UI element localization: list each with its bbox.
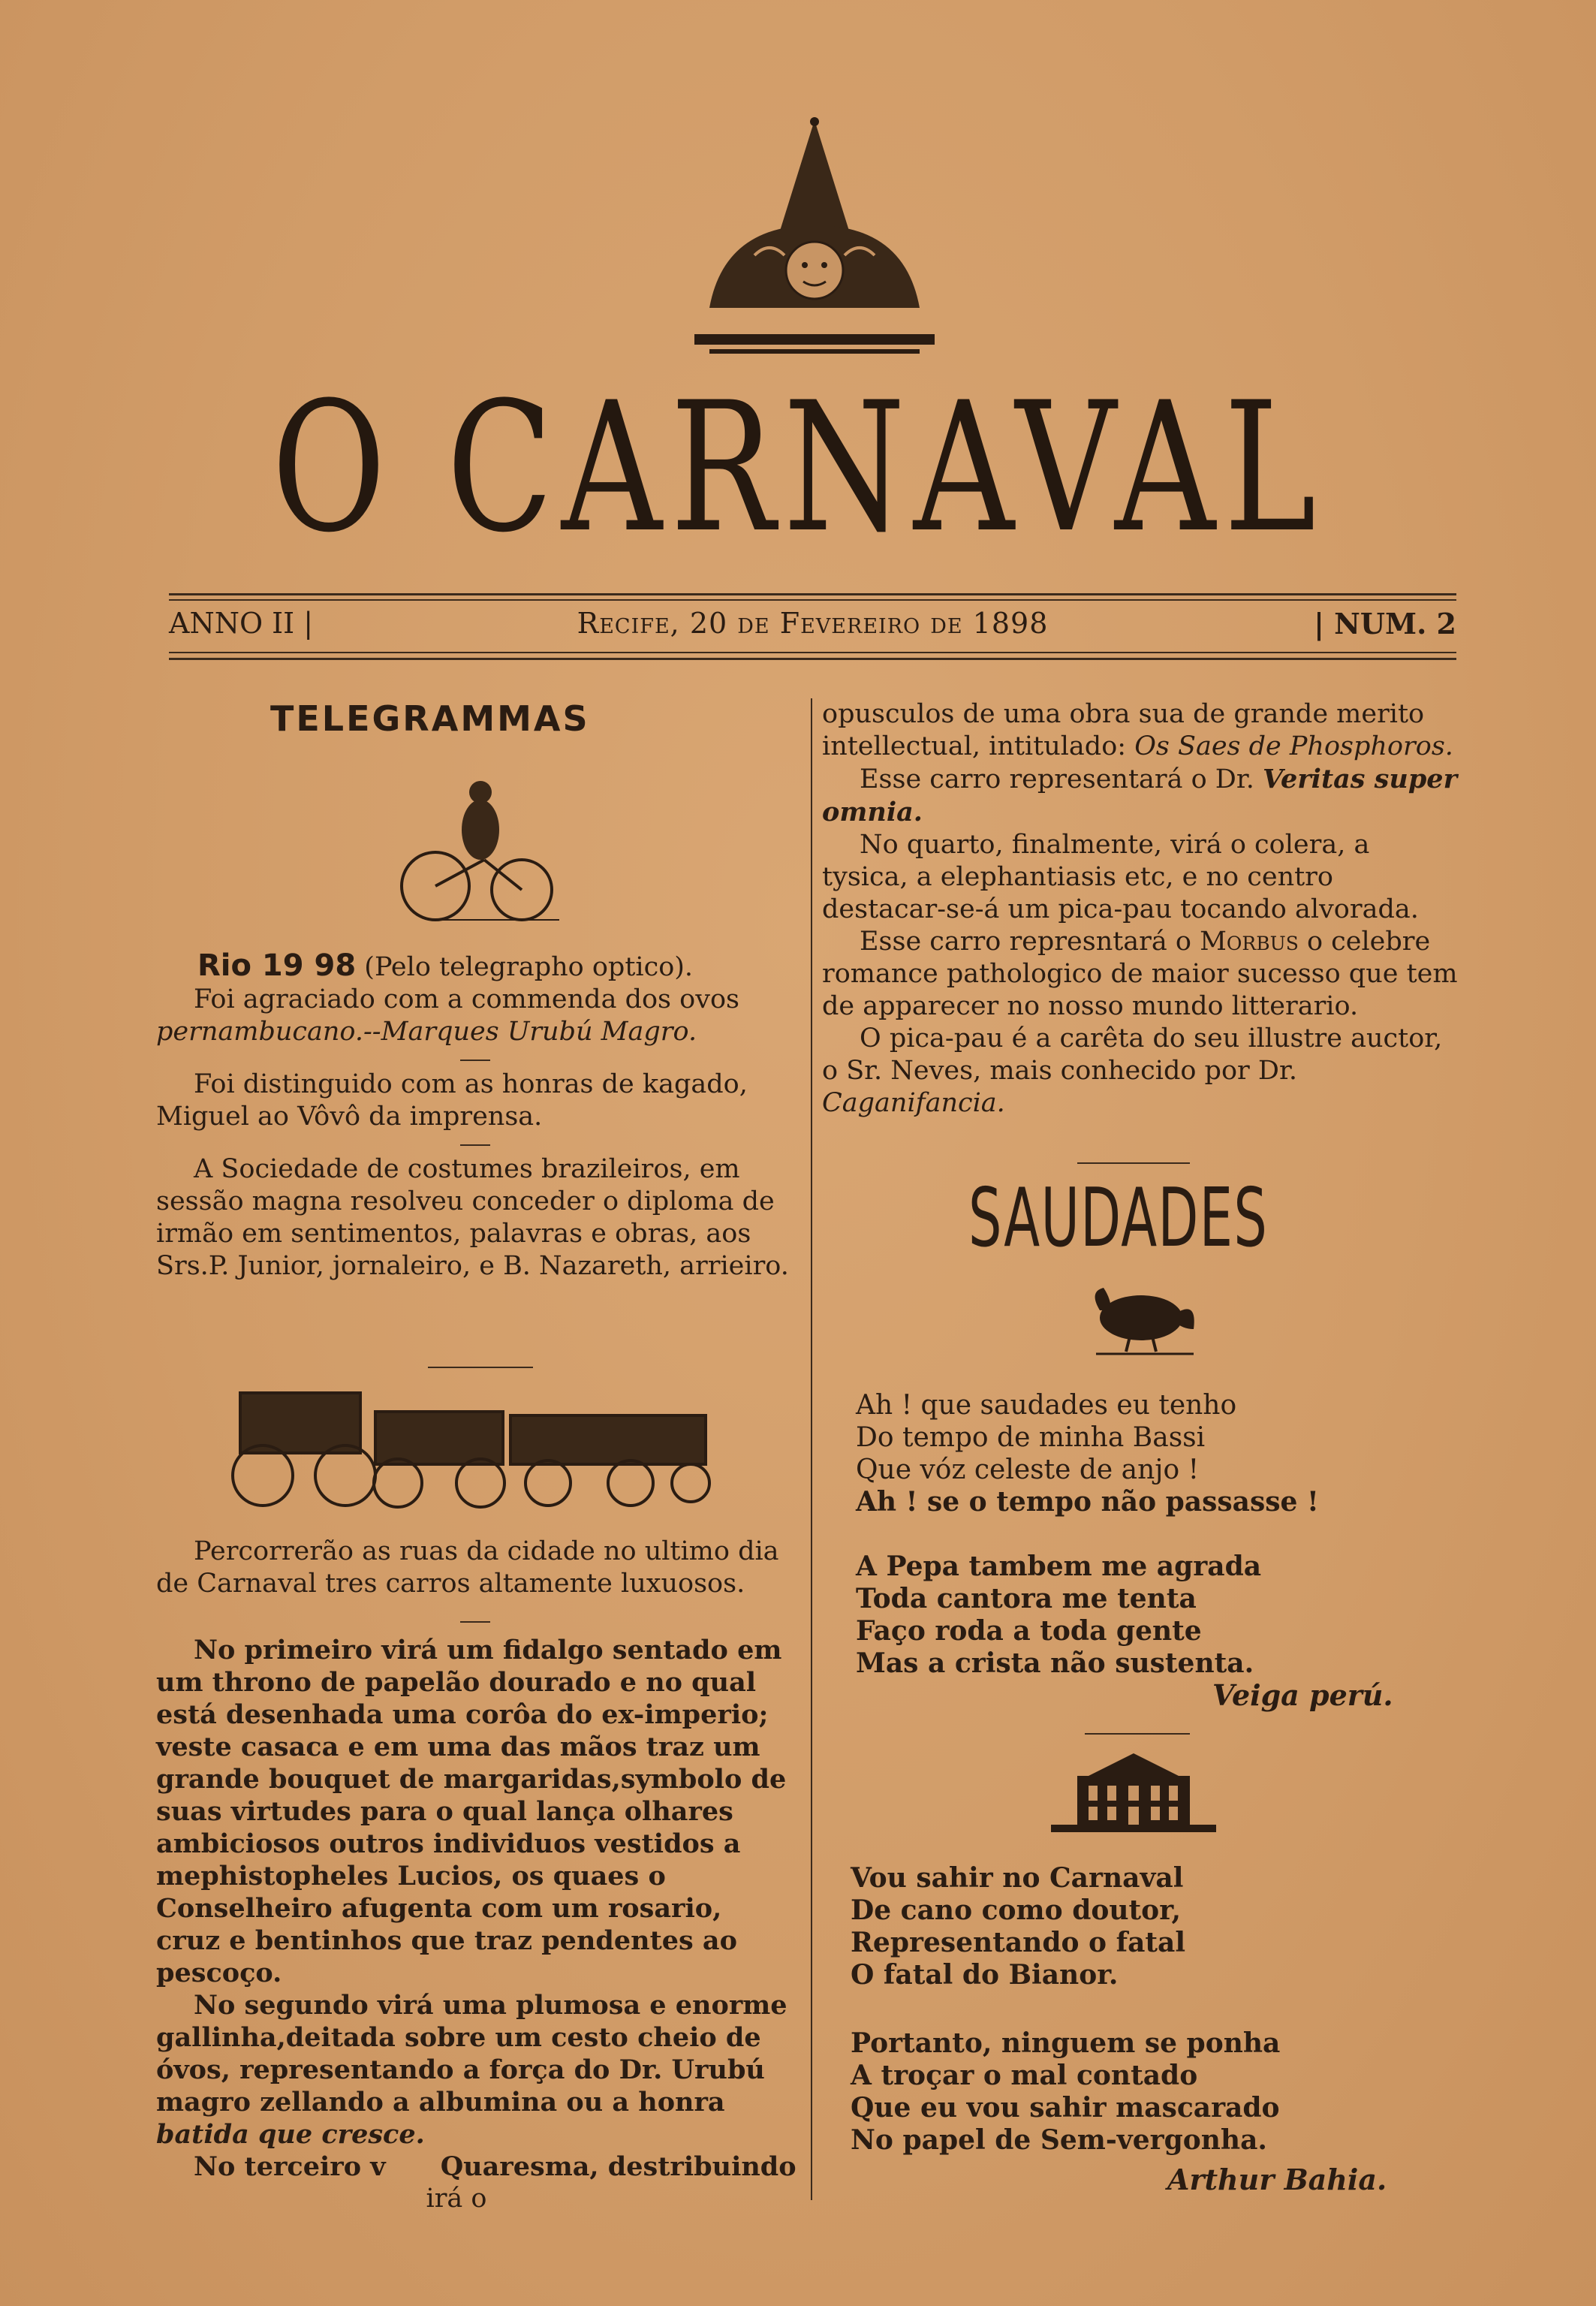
- anno-label: ANNO II |: [169, 607, 314, 640]
- r-p5-a: O pica-pau é a carêta do seu illustre auctor, o Sr. Neves, mais conhecido por Dr.: [822, 1023, 1443, 1086]
- r-p5: [822, 1023, 1464, 1120]
- p6-text-b: batida que cresce.: [156, 2119, 425, 2150]
- poem-line: Ah ! que saudades eu tenho: [856, 1390, 1237, 1421]
- poem-line: A troçar o mal contado: [851, 2060, 1198, 2091]
- short-rule: [460, 1621, 490, 1623]
- p4-text: Percorrerão as ruas da cidade no ultimo dia de Carnaval tres carros altamente luxuosos.: [156, 1536, 779, 1599]
- p3-text: A Sociedade de costumes brazileiros, em sessão magna resolveu conceder o diploma de irmão em sentimentos, palavras e obras, aos Srs.P. Junior, jornaleiro, e B. Nazareth, arrieiro.: [156, 1154, 789, 1281]
- building-illustration: [1047, 1750, 1220, 1840]
- r-p4-a: Esse carro represntará o: [860, 927, 1200, 957]
- poem-line: O fatal do Bianor.: [851, 1959, 1119, 1991]
- left-column-text-2: [156, 1536, 794, 2215]
- place-date: Recife, 20 de Fevereiro de 1898: [577, 607, 1049, 640]
- clown-head-illustration: [679, 113, 950, 368]
- r-p4-b: Morbus: [1200, 927, 1299, 957]
- issue-number: | NUM. 2: [1314, 607, 1456, 641]
- short-rule: [460, 1060, 490, 1061]
- section-rule: [1077, 1162, 1190, 1164]
- short-rule: [460, 1144, 490, 1146]
- carriages-illustration: [210, 1378, 736, 1513]
- r-p5-b: Caganifancia.: [822, 1088, 1005, 1118]
- left-column-text: [156, 950, 794, 1283]
- p7-text: No terceiro v Quaresma, destribuindo: [194, 2151, 796, 2182]
- p1-text: Foi agraciado com a commenda dos ovos: [194, 984, 740, 1014]
- poem-line: Que eu vou sahir mascarado: [851, 2092, 1280, 2124]
- stanza-2: [856, 1551, 1498, 1680]
- rio-note: (Pelo telegrapho optico).: [356, 952, 694, 982]
- r-p2-a: Esse carro representará o Dr.: [860, 764, 1263, 794]
- stanza-3: [851, 1862, 1492, 1991]
- r-p2: [822, 763, 1464, 829]
- poem-line: Ah ! se o tempo não passasse !: [856, 1486, 1319, 1518]
- p1-signature: pernambucano.--Marques Urubú Magro.: [156, 1017, 697, 1047]
- signature-veiga: Veiga perú.: [1212, 1678, 1393, 1712]
- p7-tail: irá o: [426, 2184, 487, 2214]
- poem-line: A Pepa tambem me agrada: [856, 1551, 1262, 1582]
- masthead-rule-bottom-2: [169, 658, 1456, 660]
- right-column-text: [822, 698, 1464, 1120]
- stanza-1: [856, 1389, 1498, 1518]
- saudades-heading: SAUDADES: [968, 1171, 1269, 1265]
- poem-line: Faço roda a toda gente: [856, 1615, 1202, 1647]
- r-p1-b: Os Saes de Phosphoros.: [1134, 731, 1453, 761]
- stanza-4: [851, 2027, 1492, 2157]
- r-p2-b: Veritas super omnia.: [822, 764, 1458, 827]
- p6-text-a: No segundo virá uma plumosa e enorme gallinha,deitada sobre um cesto cheio de óvos, representando a força do Dr. Urubú magro zellando a albumina ou a honra: [156, 1990, 787, 2118]
- poem-line: No papel de Sem-vergonha.: [851, 2124, 1267, 2156]
- r-p1: [822, 698, 1464, 763]
- poem-line: Do tempo de minha Bassi: [856, 1422, 1206, 1453]
- telegrammas-heading: TELEGRAMMAS: [270, 698, 590, 739]
- rio-dateline: Rio 19 98: [197, 948, 357, 983]
- poem-line: Representando o fatal: [851, 1927, 1186, 1958]
- dateline: [169, 607, 1456, 644]
- poem-line: De cano como doutor,: [851, 1895, 1182, 1926]
- rio-paragraph: [156, 950, 794, 984]
- poem-line: Que vóz celeste de anjo !: [856, 1454, 1200, 1485]
- section-rule: [1085, 1733, 1190, 1735]
- p2-text: Foi distinguido com as honras de kagado, Miguel ao Vôvô da imprensa.: [156, 1069, 748, 1132]
- poem-line: Mas a crista não sustenta.: [856, 1647, 1254, 1679]
- poem-line: Vou sahir no Carnaval: [851, 1862, 1184, 1894]
- poem-line: Toda cantora me tenta: [856, 1583, 1197, 1614]
- p5-text: No primeiro virá um fidalgo sentado em um throno de papelão dourado e no qual está desenhada uma corôa do ex-imperio; veste casaca e em uma das mãos traz um grande bouquet de margaridas,symbolo de suas virtudes para o qual lança olhares ambiciosos outros individuos vestidos a mephistopheles Lucios, os quaes o Conselheiro afugenta com um rosario, cruz e bentinhos que traz pendentes ao pescoço.: [156, 1635, 787, 1988]
- turkey-illustration: [1081, 1277, 1201, 1359]
- r-p4-c: o celebre romance pathologico de maior sucesso que tem de apparecer no nosso mundo litterario.: [822, 927, 1458, 1021]
- masthead-rule-bottom: [169, 652, 1456, 653]
- r-p3: No quarto, finalmente, virá o colera, a tysica, a elephantiasis etc, e no centro destacar-se-á um pica-pau tocando alvorada.: [822, 830, 1419, 924]
- cyclist-illustration: [394, 777, 567, 927]
- section-rule: [428, 1367, 533, 1368]
- p6-text: [156, 1989, 794, 2151]
- r-p4: [822, 926, 1464, 1023]
- signature-arthur: Arthur Bahia.: [1167, 2163, 1387, 2196]
- r-p1-a: opusculos de uma obra sua de grande merito intellectual, intitulado:: [822, 699, 1425, 761]
- column-divider: [811, 698, 812, 2200]
- newspaper-title: O CARNAVAL: [271, 364, 1325, 572]
- masthead-rule-top: [169, 593, 1456, 595]
- masthead-rule-top-2: [169, 599, 1456, 601]
- poem-line: Portanto, ninguem se ponha: [851, 2027, 1281, 2059]
